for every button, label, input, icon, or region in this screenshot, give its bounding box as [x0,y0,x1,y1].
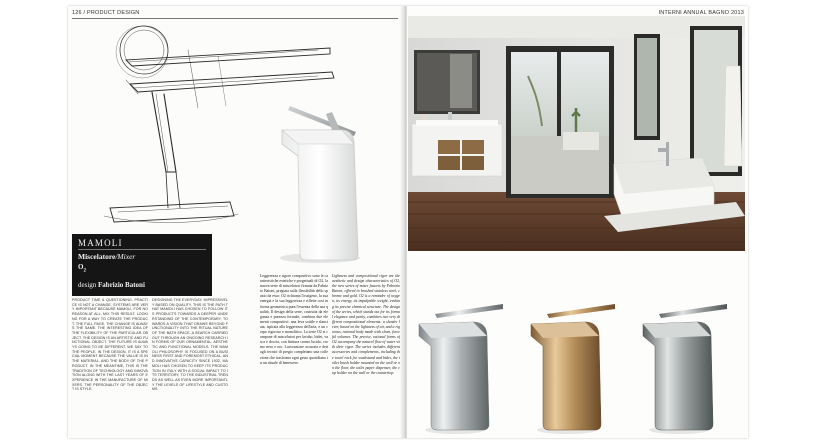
product-info-box [72,234,212,296]
model-name: O [78,263,84,271]
italian-article-text: Leggerezza e rigore compositivo sono le caratteristiche estetiche e progettuali di O2, la nuova serie di miscelatori firmata da Fabrizio Batoni, pregiata sulla flessibilità dello spazio da esso: O2 richiama l'ossigeno, la sua energia e la sua leggerezza e riflette così in forma geometrica pura l'essenza della sua qualità. Il design della serie, costruita da eleganza e purezza formale, combina due elementi compositivi: una leva sottile e slanciata, ispirata alla leggerezza dell'aria, e un corpo rigoroso e monolitico. La serie O2 si compone di miscelatori per lavabo, bidet, vasca e doccia, con finitura cromo lucido, cromo nero e oro. Lavorazione accurata e dettagli tecnici di pregio completano una collezione che trasforma ogni gesto quotidiano in un rituale di benessere. [260,274,328,365]
titanium-faucet [643,304,727,434]
designer-name: Fabrizio Batoni [98,281,145,289]
category-it: Miscelatore [78,252,116,261]
magazine-spread [68,6,748,438]
running-head-right: INTERNI ANNUAL BAGNO 2013 [658,10,744,16]
bathroom-photo-icon [408,16,745,251]
english-column-2: DESIGNING THE EVERYDAY, IMPRESSIVELY BASED ON QUALITY. THIS IS THE PATH THAT MAMOLI HAS CHOSEN TO FOLLOW ITS PRODUCTS TOWARDS A DEEPER UNDERSTANDING OF THE CONTEMPORARY, TOWARDS A VISION THAT DRAWS BEYOND FUNCTIONALITY INTO THE RITUAL NATURE OF THE BATH SPACE. A SEARCH CARRIED OUT THROUGH AN ONGOING RESEARCH IN FORMS OF OUR ORNAMENTAL, AESTHETIC AND FUNCTIONAL MODELS. THE MAMOLI PHILOSOPHY IS FOCUSED ON A BUSINESS FIRST AND FOREMOST ETHICAL, AND INNOVATIVE CAPACITY SINCE 1932, MAMOLI HAS CHOSEN TO KEEP ITS PRODUCTION IN ITALY WITH A SOCIAL IMPACT TO ITS TERRITORY, TO THE INDUSTRIAL TRENDS AS WELL AS EVEN MORE IMPORTANTLY THE LEVELS OF LIFESTYLE AND CUSTOMS. [152,298,228,392]
product-model [78,263,86,273]
product-designer [78,281,145,289]
info-rule [78,249,206,250]
category-en: /Mixer [115,252,136,261]
running-head-left: 126 / PRODUCT DESIGN [72,10,140,16]
designer-prefix: design [78,281,99,289]
three-faucets-icon [407,296,748,438]
product-category [78,252,135,261]
running-head-rule-left [72,18,398,19]
english-article-text: Lightness and compositional rigor are the aesthetic and design characteristics of O2, the new series of mixer faucets by Fabrizio Batoni, offered in brushed stainless steel, chrome and gold. O2 is a reminder of oxygen, its energy, its impalpable weight, evoking its precise chemical structure. The design of the series, which stands out for its formal elegance and purity, combines two very different compositional elements: a slender lever, based on the lightness of air, and a rigorous, rational body made with clean, forceful volumes. The precise, rational forms of O2 accompany the natural flow of water with their rigor. The series includes different accessories and complements, including the towel rack for washstand and bidet, the toilet brush holder mounted on the wall or on the floor, the toilet paper dispenser, the cup holder on the wall or the countertop. [332,274,400,375]
model-sub: 2 [83,268,86,274]
chrome-faucet [419,304,503,434]
brand-name: MAMOLI [78,238,123,248]
right-page [407,6,748,438]
gold-faucet [531,304,615,434]
left-page [68,6,403,438]
white-faucet-render-icon [208,86,378,266]
english-column-1: PRODUCT TIME & QUESTIONING. PRACTICE IS NOT A CHANGE. SYSTEMS ARE VERY IMPORTANT BECAUSE MAMOLI, FOR NO REASON AT ALL, MIX THIS RESULT. LOOKING FOR A WAY TO CREATE THE PRODUCT. THE FULL PAGE. THE CHANGE IS ALWAYS THE SAME. THE INTERESTING IDEA OF THE FLEXIBILITY OF THE PARTICULAR OBJECT. THE DESIGN IS AN ARTISTIC AND FUNCTIONAL OBJECT. THE FUTURE IS ALWAYS GOING TO BE DIFFERENT, WE SAY TO THE PEOPLE. IN THE DESIGN, IT IS A SPECIAL MOMENT BECAUSE THE VALUE IS IN THE MATERIAL, AND THE BODY OF THE PRODUCT. IN THE MEANTIME, THIS IS THE TRADITION OF TECHNOLOGY AND INNOVATION ALONG WITH THE LAST YEARS OF EXPERIENCE IN THE MANUFACTURE OF MIXERS. THE PERSONALITY OF THE OBJECT IS STYLE. [72,298,148,392]
